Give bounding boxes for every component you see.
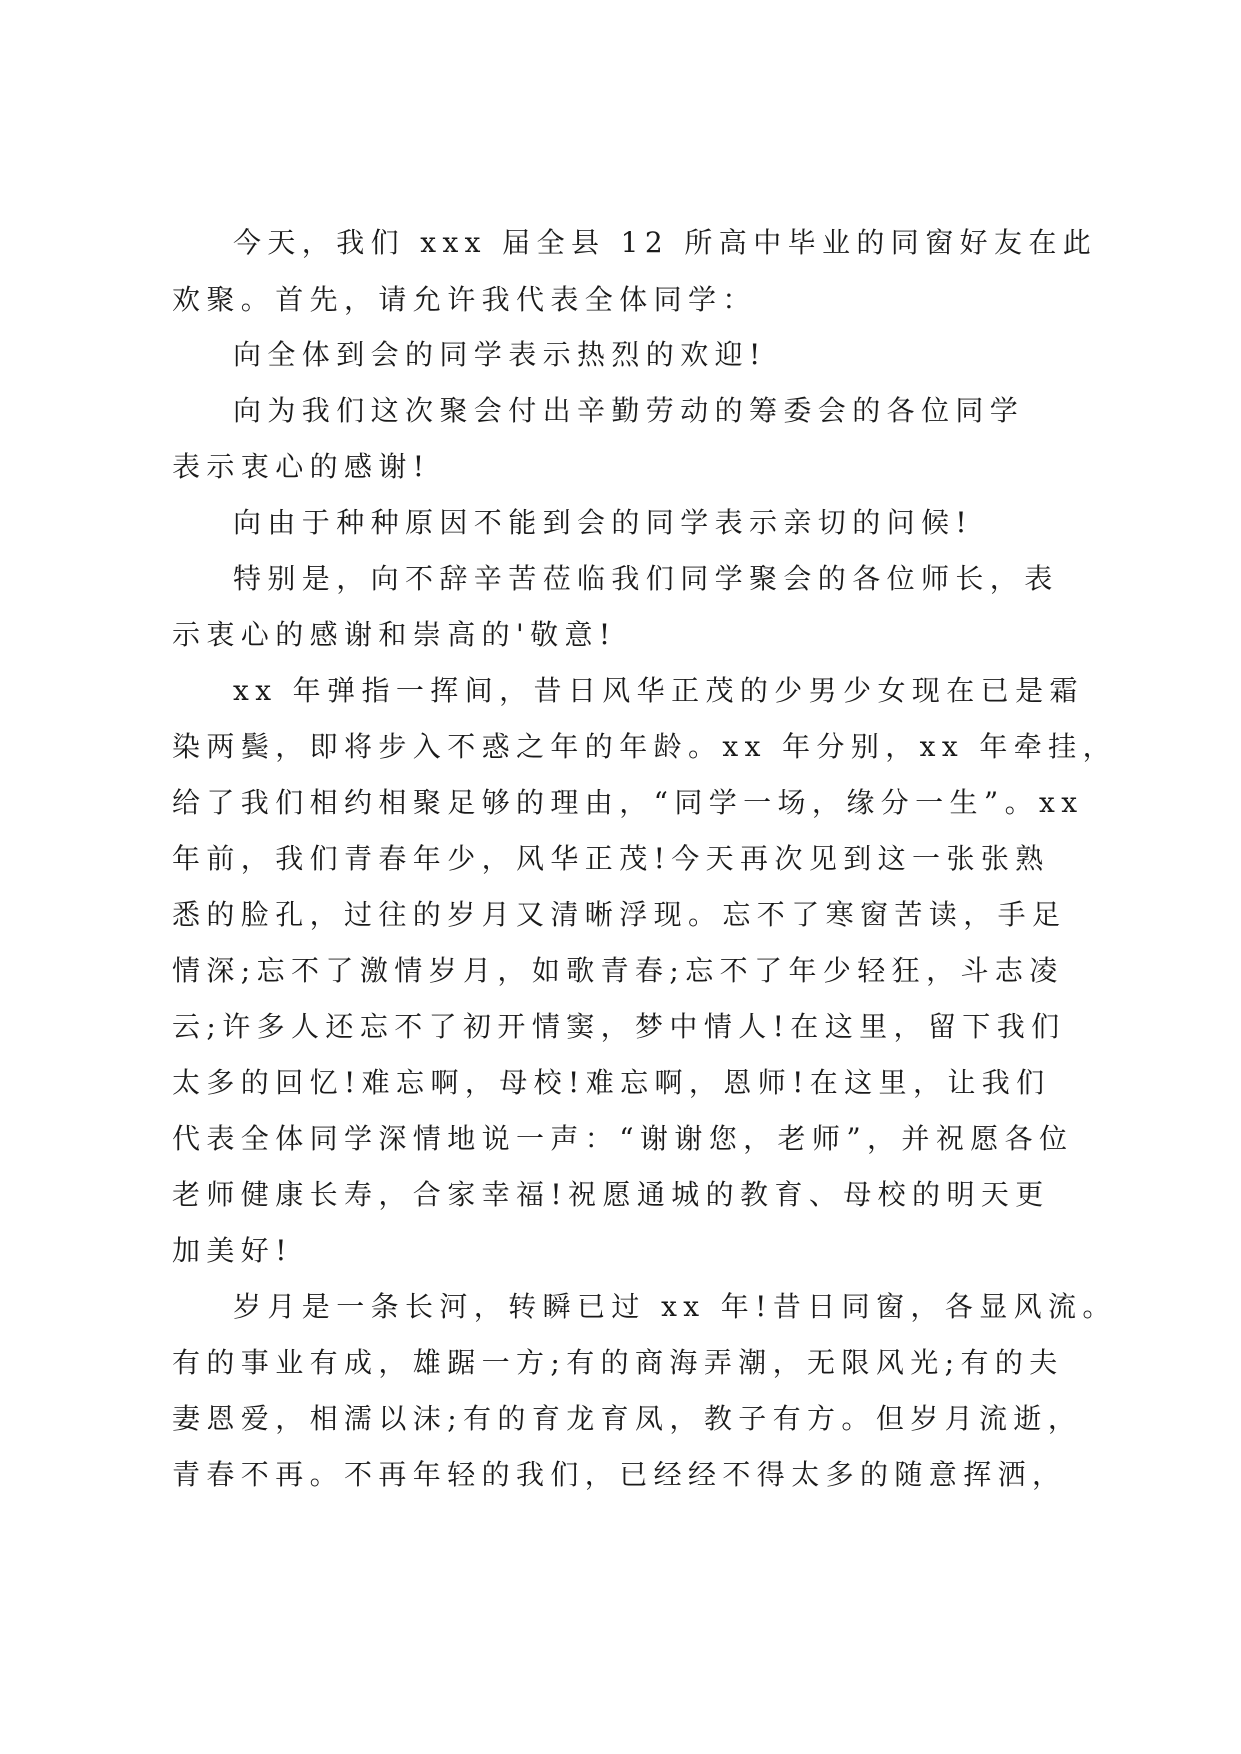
text-line: 云;许多人还忘不了初开情窦，梦中情人!在这里，留下我们 [172,1010,1066,1043]
text-line: 示衷心的感谢和崇高的'敬意! [172,618,617,651]
text-line: 染两鬓，即将步入不惑之年的年龄。xx 年分别，xx 年牵挂， [172,730,1117,763]
text-line: 有的事业有成，雄踞一方;有的商海弄潮，无限风光;有的夫 [172,1346,1064,1379]
text-line: 给了我们相约相聚足够的理由，“同学一场，缘分一生”。xx [172,786,1084,819]
text-line: xx 年弹指一挥间，昔日风华正茂的少男少女现在已是霜 [233,674,1084,707]
text-line: 代表全体同学深情地说一声：“谢谢您，老师”，并祝愿各位 [172,1122,1074,1155]
text-line: 情深;忘不了激情岁月，如歌青春;忘不了年少轻狂，斗志凌 [172,954,1064,987]
text-line: 欢聚。首先，请允许我代表全体同学： [172,283,757,316]
text-line: 表示衷心的感谢! [172,450,431,483]
text-line: 妻恩爱，相濡以沫;有的育龙育凤，教子有方。但岁月流逝， [172,1402,1083,1435]
text-line: 向由于种种原因不能到会的同学表示亲切的问候! [233,506,974,539]
text-line: 岁月是一条长河，转瞬已过 xx 年!昔日同窗，各显风流。 [233,1290,1117,1323]
text-line: 特别是，向不辞辛苦莅临我们同学聚会的各位师长，表 [233,562,1059,595]
text-line: 今天，我们 xxx 届全县 12 所高中毕业的同窗好友在此 [233,226,1098,259]
text-line: 加美好! [172,1234,293,1267]
text-line: 老师健康长寿，合家幸福!祝愿通城的教育、母校的明天更 [172,1178,1050,1211]
text-line: 向为我们这次聚会付出辛勤劳动的筹委会的各位同学 [233,394,1025,427]
text-line: 年前，我们青春年少，风华正茂!今天再次见到这一张张熟 [172,842,1050,875]
text-line: 青春不再。不再年轻的我们，已经经不得太多的随意挥洒， [172,1458,1067,1491]
text-line: 太多的回忆!难忘啊，母校!难忘啊，恩师!在这里，让我们 [172,1066,1051,1099]
text-line: 悉的脸孔，过往的岁月又清晰浮现。忘不了寒窗苦读，手足 [172,898,1067,931]
text-line: 向全体到会的同学表示热烈的欢迎! [233,338,767,371]
